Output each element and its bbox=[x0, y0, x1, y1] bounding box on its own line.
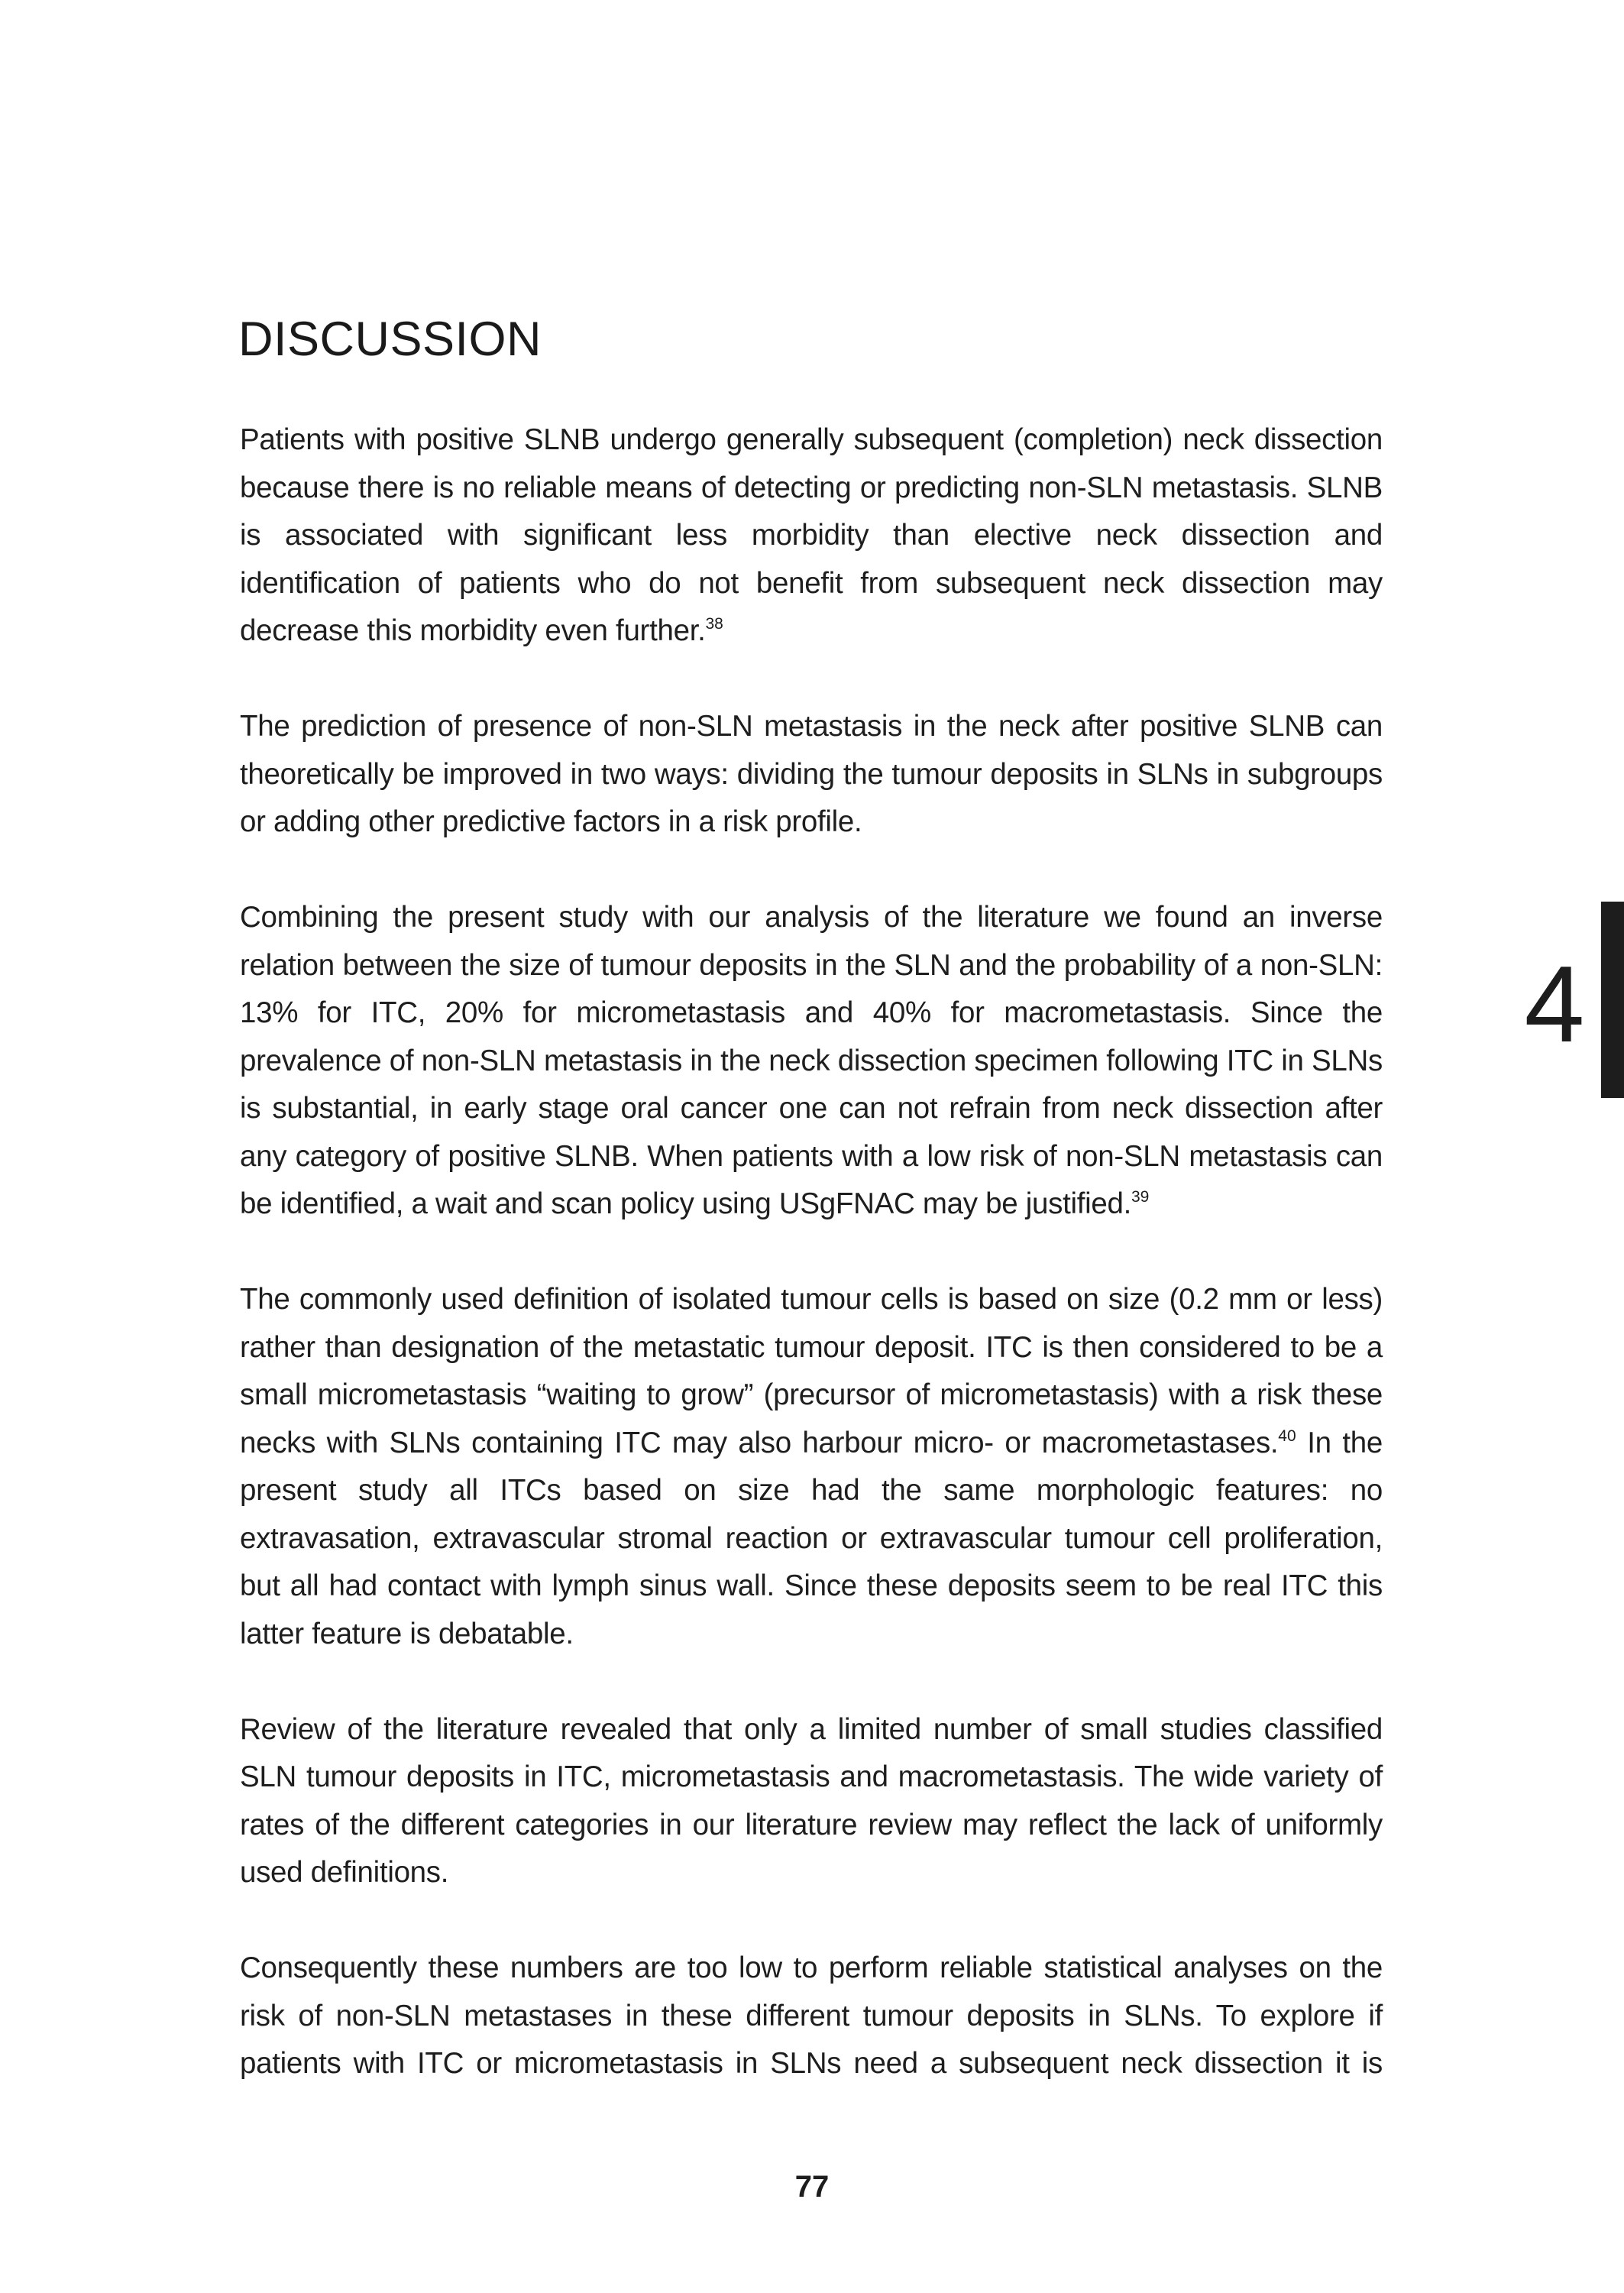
reference-38: 38 bbox=[705, 615, 723, 633]
paragraph-1-text: Patients with positive SLNB undergo generally subsequent (completion) neck dissection because there is no reliable means of detecting or predicting non-SLN metastasis. SLNB is associated with significant less morbidity than elective neck dissection and identification of patients who do not benefit from subsequent neck dissection may decrease this morbidity even further. bbox=[240, 423, 1383, 647]
paragraph-5-text: Review of the literature revealed that only a limited number of small studies classified SLN tumour deposits in ITC, micrometastasis and macrometastasis. The wide variety of rates of the different categories in our literature review may reflect the lack of uniformly used definitions. bbox=[240, 1712, 1383, 1889]
reference-39: 39 bbox=[1131, 1188, 1150, 1206]
paragraph-5 bbox=[240, 1706, 1383, 1897]
chapter-number: 4 bbox=[1524, 944, 1585, 1065]
paragraph-1 bbox=[240, 416, 1383, 656]
paragraph-3 bbox=[240, 894, 1383, 1229]
page-number: 77 bbox=[794, 2170, 830, 2204]
chapter-tab-marker bbox=[1601, 902, 1624, 1098]
paragraph-6 bbox=[240, 1945, 1383, 2088]
paragraph-4 bbox=[240, 1276, 1383, 1658]
reference-40: 40 bbox=[1278, 1427, 1296, 1445]
body-text bbox=[240, 416, 1383, 2136]
paragraph-4-text-a: The commonly used definition of isolated tumour cells is based on size (0.2 mm or less) rather than designation of the metastatic tumour deposit. ITC is then considered to be a small micrometastasis “waiting to grow” (precursor of micrometastasis) with a risk these necks with SLNs containing ITC may also harbour micro- or macrometastases. bbox=[240, 1283, 1383, 1459]
paragraph-3-text: Combining the present study with our analysis of the literature we found an inverse relation between the size of tumour deposits in the SLN and the probability of a non-SLN: 13% for ITC, 20% for micrometastasis and 40% for macrometastasis. Since the prevalence of non-SLN metastasis in the neck dissection specimen following ITC in SLNs is substantial, in early stage oral cancer one can not refrain from neck dissection after any category of positive SLNB. When patients with a low risk of non-SLN metastasis can be identified, a wait and scan policy using USgFNAC may be justified. bbox=[240, 901, 1383, 1220]
paragraph-4-text-b: In the present study all ITCs based on size had the same morphologic features: no extravasation, extravascular stromal reaction or extravascular tumour cell proliferation, but all had contact with lymph sinus wall. Since these deposits seem to be real ITC this latter feature is debatable. bbox=[240, 1426, 1383, 1650]
section-heading: DISCUSSION bbox=[238, 313, 542, 366]
paragraph-2 bbox=[240, 703, 1383, 847]
paragraph-2-text: The prediction of presence of non-SLN metastasis in the neck after positive SLNB can theoretically be improved in two ways: dividing the tumour deposits in SLNs in subgroups or adding other predictive factors in a risk profile. bbox=[240, 710, 1383, 838]
paragraph-6-text: Consequently these numbers are too low to perform reliable statistical analyses on the risk of non-SLN metastases in these different tumour deposits in SLNs. To explore if patients with ITC or micrometastasis in SLNs need a subsequent neck dissection it is bbox=[240, 1951, 1383, 2080]
